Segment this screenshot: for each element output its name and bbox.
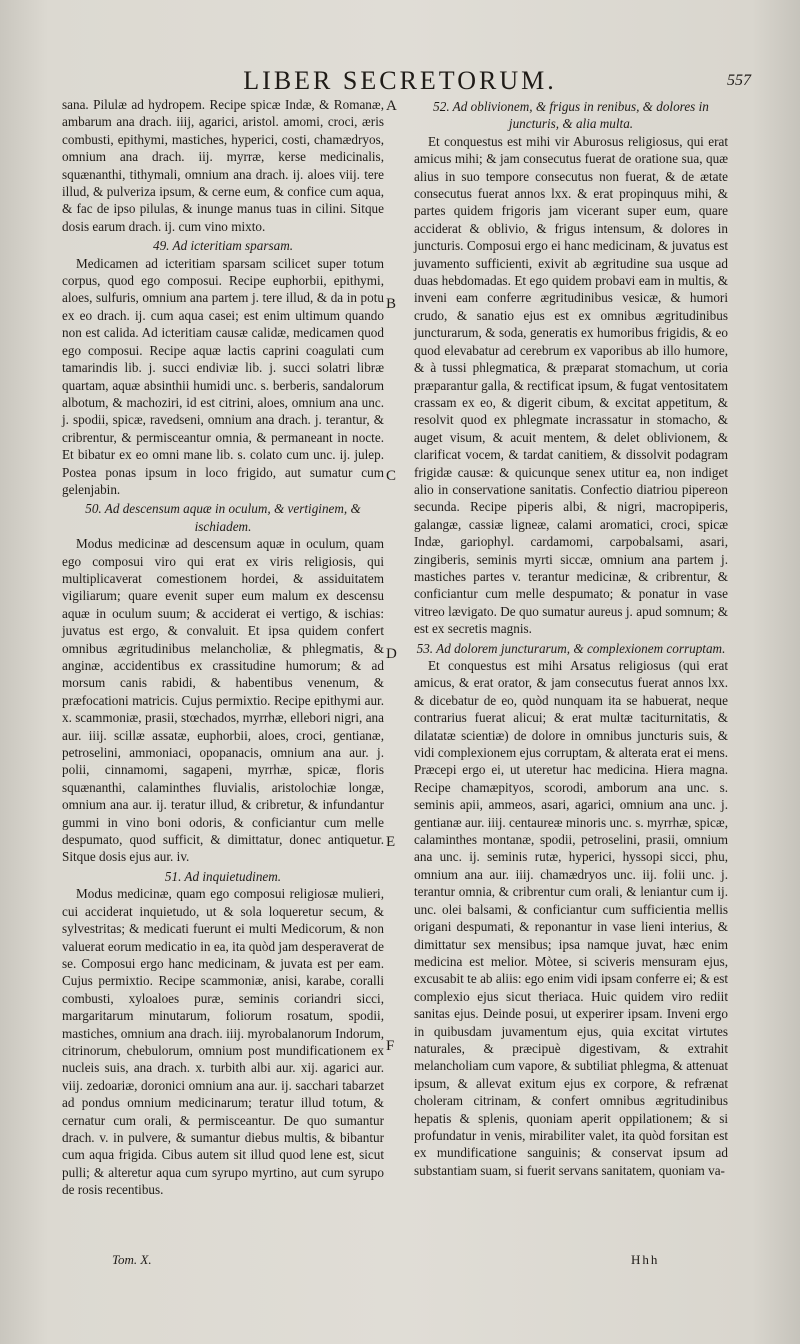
margin-letter-c: C bbox=[386, 468, 397, 484]
page-number: 557 bbox=[727, 72, 751, 89]
paragraph-descensum-aquae: Modus medicinæ ad descensum aquæ in oculum, quam ego composui viro qui erat ex viris religiosis, qui multiplicaverat comestionem hordei, & assiduitatem vigiliarum; quare evenit super eum malum ex descensu aquæ in oculum suum; & acciderat ei vertigo, & ischias: juvatus est ergo, & convaluit. Et ipsa quidem confert omnibus ægritudinibus melancholiæ, & phlegmatis, & anginæ, accidentibus ex crassitudine humorum; & ad morsum canis rabidi, & habentibus venenum, & præfocationi matricis. Cujus permixtio. Recipe epithymi aur. x. scammoniæ, prasii, stœchados, myrrhæ, ellebori nigri, ana aur. iiij. scillæ assatæ, euphorbii, aloes, croci, gentianæ, petroselini, ammoniaci, opopanacis, omnium ana aur. j. polii, cinnamomi, sagapeni, myrrhæ, spicæ, floris squænanthi, calaminthes fluvialis, aristolochiæ longæ, omnium ana aur. ij. teratur illud, & cribretur, & infundantur gummi in vino boni odoris, & conficiantur cum melle despumato, quod sufficit, & dimittatur, donec antiquetur. Sitque dosis ejus aur. iv. bbox=[62, 536, 384, 865]
margin-letter-a: A bbox=[386, 98, 397, 114]
margin-letter-f: F bbox=[386, 1038, 395, 1054]
right-column bbox=[414, 96, 728, 1179]
signature-mark: Hhh bbox=[631, 1252, 660, 1267]
margin-letter-b: B bbox=[386, 296, 397, 312]
margin-letter-d: D bbox=[386, 646, 397, 662]
left-column bbox=[62, 96, 384, 1199]
heading-51: 51. Ad inquietudinem. bbox=[164, 868, 282, 884]
running-title: LIBER SECRETORUM. bbox=[243, 66, 557, 95]
paragraph-dolorem-juncturarum: Et conquestus est mihi Arsatus religiosus (qui erat amicus, & erat orator, & jam consecutus fuerat annos lxx. & dicebatur de eo, quòd nunquam ita se habuerat, neque contrarius fuerat alicui; & erat multæ taciturnitatis, & dilatatæ scientiæ) de dolore in omnibus juncturis suis, & vidi complexionem ejus corruptam, & alterata erat ei mens. Præcepi ergo ei, ut uteretur hac medicina. Hiera magna. Recipe chamæpityos, scorodi, amborum ana unc. s. seminis apii, ammeos, asari, agarici, omnium ana unc. j. gentianæ aur. iiij. centaureæ minoris unc. s. myrrhæ, spicæ, calaminthes montanæ, spodii, petroselini, prasii, omnium ana unc. ij. seminis rutæ, hyperici, hyssopi sicci, phu, omnium ana aur. iiij. chamædryos unc. iij. folii unc. j. terantur omnia, & cribrentur cum orali, & leniantur cum ij. unc. olei balsami, & conficiantur cum sufficientia mellis origani despumati, & reponantur in vase lieni interius, & dimittatur sex mensibus; ipsa namque juvat, hæc enim medicina est melior. Mòtee, si sciveris mensuram ejus, excusabit te ab aliis: ego enim vidi ipsam conferre ei; & est complexio ejus sicut theriaca. Huic quidem viro rediit sanitas ejus. Deinde posui, ut experirer ipsam. Inveni ergo in quibusdam juvamentum ejus, quia excitat virtutes naturales, & præcipuè digestivam, & extrahit melancholiam cum vapore, & subtiliat phlegma, & attenuat ipsum, & allevat exitum ejus ex corpore, & refrænat choleram citrinam, & confert omnibus ægritudinibus hepatis & splenis, quoniam aperit oppilationem; & si profundatur in venis, mirabiliter valet, ita quòd forsitan est ex mundificatione sanguinis; & conservat ipsum ad substantiam suam, si fuerit servans sanitatem, quoniam va- bbox=[414, 658, 728, 1178]
margin-letter-e: E bbox=[386, 834, 396, 850]
paragraph-inquietudinem: Modus medicinæ, quam ego composui religiosæ mulieri, cui acciderat inquietudo, ut & sola loqueretur secum, & sylvestritas; & medicati fuerunt ei multi Medicorum, & non valuerat eorum medicatio in ea, ita quòd jam desperaverat de se. Composui ergo hanc medicinam, & juvata est per eam. Cujus permixtio. Recipe scammoniæ, anisi, karabe, coralli combusti, xyloaloes puræ, seminis coriandri sicci, margaritarum minutarum, foliorum rosatum, spodii, mastiches, omnium ana drach. iiij. myrobalanorum Indorum, citrinorum, chebulorum, omnium post mundificationem ex nucleis suis, ana drach. x. turbith albi aur. xij. agarici aur. viij. zedoariæ, doronici omnium ana aur. ij. sacchari tabarzet ad pondus omnium medicinarum; teratur illud totum, & cernatur cum orali, & permisceantur. De quo sumantur drach. v. in pulvere, & sumantur diebus multis, & bibantur cum aqua frigida. Cibus autem sit illud quod lene est, sicut pulli; & alteretur aqua cum syrupo myrtino, aut cum syrupo de rosis recentibus. bbox=[62, 886, 384, 1198]
paragraph-pilulae-hydropem: sana. Pilulæ ad hydropem. Recipe spicæ Indæ, & Romanæ, ambarum ana drach. iiij, agarici, aristol. amomi, croci, æris combusti, epithymi, mastiches, hyperici, costi, chamædryos, omnium ana drach. iij. myrræ, kerse medicinalis, squænanthi, tithymali, omnium ana drach. ij. aloes viij. tere illud, & pulveriza ipsum, & cerne eum, & confice cum aqua, & fac de ipso pilulas, & inunge manus tuas in cilini. Sitque dosis earum drach. ij. cum vino mixto. bbox=[62, 97, 384, 234]
heading-50: 50. Ad descensum aquæ in oculum, & vertiginem, & ischiadem. bbox=[85, 501, 361, 534]
paragraph-oblivionem: Et conquestus est mihi vir Aburosus religiosus, qui erat amicus mihi; & jam consecutus fuerat de oratione sua, quæ alius in suo tempore consecutus non fuerat, & de ætate consecutus fuerat annos lxx. & erat propinquus mihi, & partes quidem frigoris jam vicerant super eum, quare acciderat & oblivio, & frigus intensum, & dolores in juncturis. Composui ergo ei hanc medicinam, & juvatus est juvamento sufficienti, exivit ab ægritudine sua usque ad duas hebdomadas. Et ego quidem probavi eam in multis, & inveni eam conferre ægritudinibus vesicæ, & humori crudo, & sanatio ejus est ex omnibus ægritudinibus juncturarum, & soda, generatis ex humoribus frigidis, & eo quod elevabatur ad cerebrum ex vaporibus ab illo humore, & à tussi phlegmatica, & præparat stomachum, ut coria præparantur galla, & rectificat ipsum, & fugat ventositatem crassam ex eo, & digerit cibum, & excitat appetitum, & resolvit quod ex phlegmate incrassatur in stomacho, & auget visum, & acuit mentem, & delet oblivionem, & clarificat vocem, & tardat canitiem, & dissolvit podagram frigidæ causæ: & quicunque senex utitur ea, non indiget alio in conservatione sanitatis. Confectio diatriou pipereon secunda. Recipe piperis albi, & nigri, macropiperis, galangæ, cassiæ ligneæ, calami aromatici, croci, spicæ Indæ, gariophyl. cardamomi, carpobalsami, asari, zingiberis, seminis myrti siccæ, omnium ana partem j. mastiches partes v. terantur medicinæ, & cribrentur, & conficiantur cum melle despumato; & ponatur in vase vitreo lævigato. De quo sumatur aureus j. apud somnum; & est ex secretis magnis. bbox=[414, 133, 728, 637]
heading-53: 53. Ad dolorem juncturarum, & complexionem corruptam. bbox=[416, 640, 726, 656]
paragraph-icteritiam: Medicamen ad icteritiam sparsam scilicet super totum corpus, quod ego composui. Recipe euphorbii, epithymi, aloes, sulfuris, omnium ana partem j. tere illud, & da in potu ex eo drach. ij. cum aqua casei; est enim ultimum quando non est calida. Ad icteritiam causæ calidæ, medicamen quod ego composui. Recipe aquæ lactis caprini coagulati cum tamarindis lib. j. succi endiviæ lib. j. succi solatri libræ quartam, aquæ absinthii humidi unc. s. berberis, sandalorum albotum, & machoziri, id est citrini, aloes, omnium ana unc. j. spodii, spicæ, ravedseni, omnium ana drach. j. terantur, & cribrentur, & permisceantur omnia, & permaneant in nocte. Et bibatur ex eo omni mane lib. s. colato cum unc. ij. julep. Postea ponas ipsum in loco frigido, aut sumatur cum gelenjabin. bbox=[62, 255, 384, 497]
heading-49: 49. Ad icteritiam sparsam. bbox=[152, 238, 294, 254]
signature-tom: Tom. X. bbox=[112, 1252, 152, 1267]
heading-52: 52. Ad oblivionem, & frigus in renibus, & dolores in juncturis, & alia multa. bbox=[433, 99, 709, 132]
